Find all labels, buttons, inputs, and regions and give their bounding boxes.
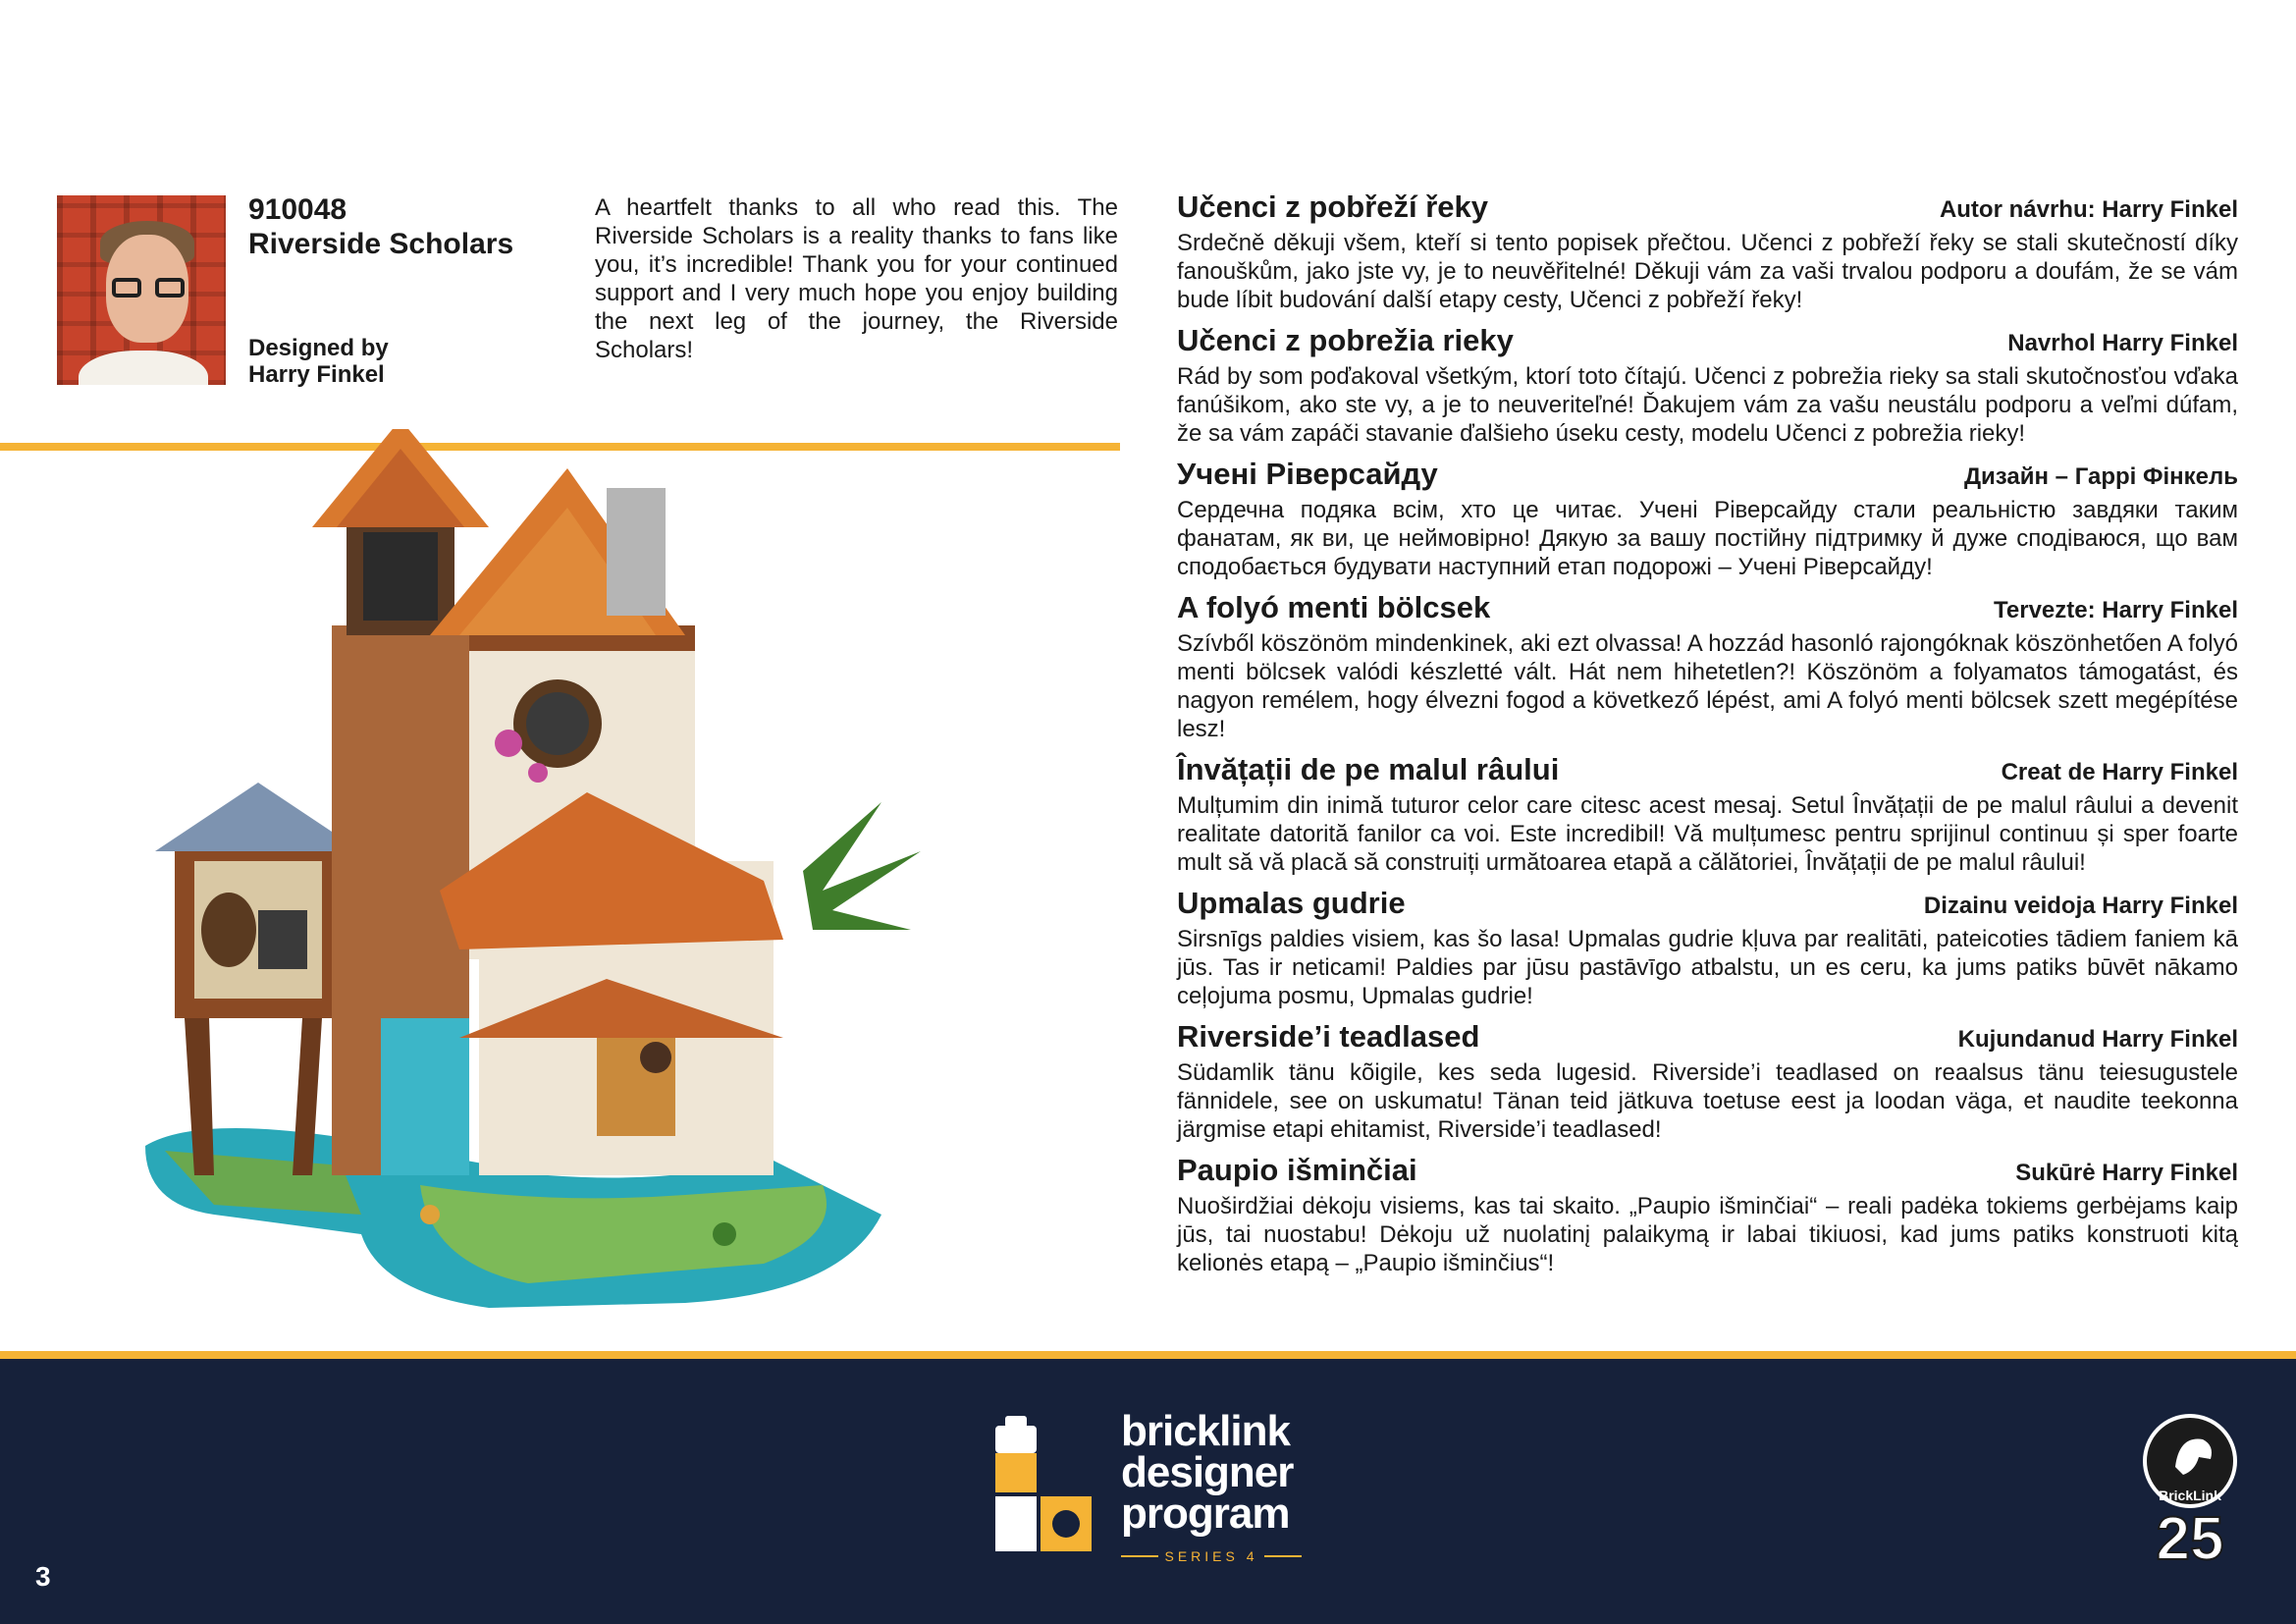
translation-block: [1177, 590, 2238, 743]
translation-body: Srdečně děkuji všem, kteří si tento popisek přečtou. Učenci z pobřeží řeky se stali skutečností díky fanouškům, jako jste vy, je to neuvěřitelné! Děkuji vám za vaši trvalou podporu a doufám, že se vám bude líbit budování další etapy cesty, Učenci z pobřeží řeky!: [1177, 230, 2238, 313]
translation-credit: Tervezte: Harry Finkel: [1994, 597, 2238, 623]
translation-title: Učenci z pobrežia rieky: [1177, 323, 1514, 357]
translation-credit: Dizainu veidoja Harry Finkel: [1923, 893, 2238, 919]
translation-block: [1177, 1019, 2238, 1144]
translation-block: [1177, 189, 2238, 314]
translation-body: Südamlik tänu kõigile, kes seda lugesid. Riverside’i teadlased on reaalsus tänu teiesugustele fännidele, see on uskumatu! Tänan teid jätkuva toetuse eest ja loodan väga, et naudite teekonna järgmise etapi ehitamist, Riverside’i teadlased!: [1177, 1059, 2238, 1143]
translation-body: Rád by som poďakoval všetkým, ktorí toto čítajú. Učenci z pobrežia rieky sa stali skutočnosťou vďaka fanúšikom, ako ste vy, a je to neuveriteľné! Ďakujem vám za vašu neustálu podporu a veľmi dúfam, že sa vám zapáči stavanie ďalšieho úseku cesty, modelu Učenci z pobrežia rieky!: [1177, 363, 2238, 447]
designer-portrait: [57, 195, 226, 385]
translation-title: Učenci z pobřeží řeky: [1177, 189, 1489, 224]
translation-credit: Kujundanud Harry Finkel: [1957, 1026, 2238, 1053]
intro-text: A heartfelt thanks to all who read this. The Riverside Scholars is a reality thanks to fans like you, it’s incredible! Thank you for your continued support and I very much hope you enjoy building the next leg of the journey, the Riverside Scholars!: [595, 194, 1118, 363]
designed-by-label: Designed by: [248, 335, 389, 361]
badge-number: 25: [2156, 1505, 2224, 1569]
translation-block: [1177, 323, 2238, 448]
logo-line-1: bricklink: [1121, 1407, 1290, 1455]
page-number: 3: [35, 1561, 51, 1592]
translation-body: Mulțumim din inimă tuturor celor care citesc acest mesaj. Setul Învățații de pe malul râului a devenit realitate datorită fanilor ca voi. Este incredibil! Vă mulțumesc pentru sprijinul continuu și sper foarte mult să vă placă să construiți următoarea etapă a călătoriei, Învățații de pe malul râului!: [1177, 792, 2238, 876]
translation-title: Riverside’i teadlased: [1177, 1019, 1480, 1054]
translation-body: Szívből köszönöm mindenkinek, aki ezt olvassa! A hozzád hasonló rajongóknak köszönhetően A folyó menti bölcsek valódi készletté vált. Hát nem hihetetlen?! Köszönöm a folyamatos támogatást, és nagyon remélem, hogy élvezni fogod a következő lépést, ami A folyó menti bölcsek szett megépítése lesz!: [1177, 630, 2238, 742]
translation-block: [1177, 1153, 2238, 1277]
translation-credit: Sukūrė Harry Finkel: [2015, 1160, 2238, 1186]
translation-title: Учені Ріверсайду: [1177, 457, 1438, 491]
designer-name: Harry Finkel: [248, 361, 385, 388]
set-number: 910048: [248, 193, 347, 226]
translation-credit: Autor návrhu: Harry Finkel: [1939, 196, 2238, 223]
translations: [1177, 189, 2238, 1286]
series-text: SERIES 4: [1164, 1548, 1258, 1564]
translation-block: [1177, 457, 2238, 581]
model-image: [135, 429, 1019, 1313]
badge-label: BrickLink: [2159, 1488, 2221, 1503]
footer-accent-band: [0, 1351, 2296, 1359]
translation-title: Upmalas gudrie: [1177, 886, 1406, 920]
translation-title: Paupio išminčiai: [1177, 1153, 1417, 1187]
translation-block: [1177, 752, 2238, 877]
bricklink-25-badge: [2138, 1412, 2242, 1569]
translation-credit: Дизайн – Гаррі Фінкель: [1963, 463, 2238, 490]
translation-body: Sirsnīgs paldies visiem, kas šo lasa! Upmalas gudrie kļuva par realitāti, pateicoties tādiem faniem kā jūs. Tas ir neticami! Paldies par jūsu pastāvīgo atbalstu, un es ceru, ka jums patiks būvēt nākamo ceļojuma posmu, Upmalas gudrie!: [1177, 926, 2238, 1009]
series-label: [1121, 1548, 1302, 1564]
translation-credit: Navrhol Harry Finkel: [2007, 330, 2238, 356]
translation-title: Învățații de pe malul râului: [1177, 752, 1560, 786]
translation-title: A folyó menti bölcsek: [1177, 590, 1491, 624]
translation-body: Nuoširdžiai dėkoju visiems, kas tai skaito. „Paupio išminčiai“ – reali padėka tokiems gerbėjams kaip jūs, tai nuostabu! Dėkoju už nuolatinį palaikymą ir labai tikiuosi, kad jums patiks konstruoti kitą kelionės etapą – „Paupio išminčius“!: [1177, 1193, 2238, 1276]
translation-body: Сердечна подяка всім, хто це читає. Учені Ріверсайду стали реальністю завдяки таким фанатам, як ви, це неймовірно! Дякую за вашу постійну підтримку й дуже сподіваюся, що вам сподобається будувати наступний етап подорожі – Учені Ріверсайду!: [1177, 497, 2238, 580]
set-name: Riverside Scholars: [248, 228, 514, 260]
logo-line-2: designer: [1121, 1448, 1294, 1496]
logo-line-3: program: [1121, 1489, 1290, 1538]
translation-block: [1177, 886, 2238, 1010]
translation-credit: Creat de Harry Finkel: [2001, 759, 2238, 785]
